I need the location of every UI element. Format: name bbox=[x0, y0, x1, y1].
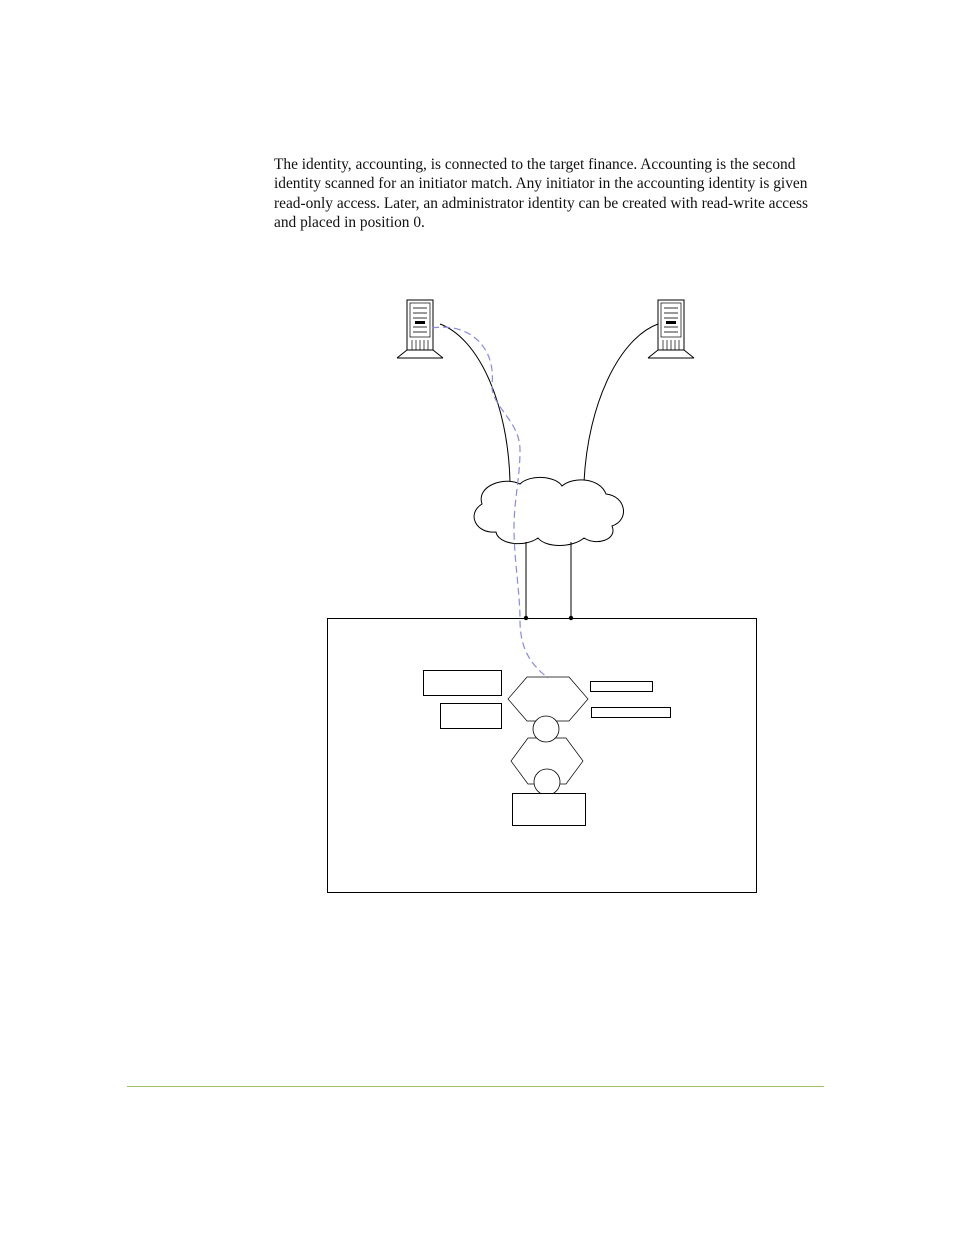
left-host-link bbox=[440, 324, 510, 482]
port-dot-2 bbox=[569, 616, 573, 620]
lun-node-1 bbox=[533, 716, 559, 742]
footer-rule bbox=[127, 1086, 824, 1087]
identity-box-2 bbox=[441, 704, 502, 729]
target-box bbox=[513, 794, 586, 826]
left-server-icon bbox=[397, 300, 443, 358]
initiator-box-2 bbox=[592, 708, 671, 718]
network-cloud-icon bbox=[474, 477, 623, 545]
body-paragraph: The identity, accounting, is connected to the target finance. Accounting is the second identity scanned for an initiator match. Any initiator in the accounting identity is given read-only access. Later, an administrator identity can be created with read-write access and placed in position 0. bbox=[274, 156, 808, 231]
identity-box-1 bbox=[424, 671, 502, 696]
right-host-link bbox=[584, 324, 658, 482]
storage-system-box bbox=[328, 619, 757, 893]
target-hexagon-upper bbox=[508, 677, 588, 721]
right-server-icon bbox=[648, 300, 694, 358]
lun-node-2 bbox=[534, 769, 560, 795]
initiator-box-1 bbox=[591, 682, 653, 692]
port-dot-1 bbox=[524, 616, 528, 620]
